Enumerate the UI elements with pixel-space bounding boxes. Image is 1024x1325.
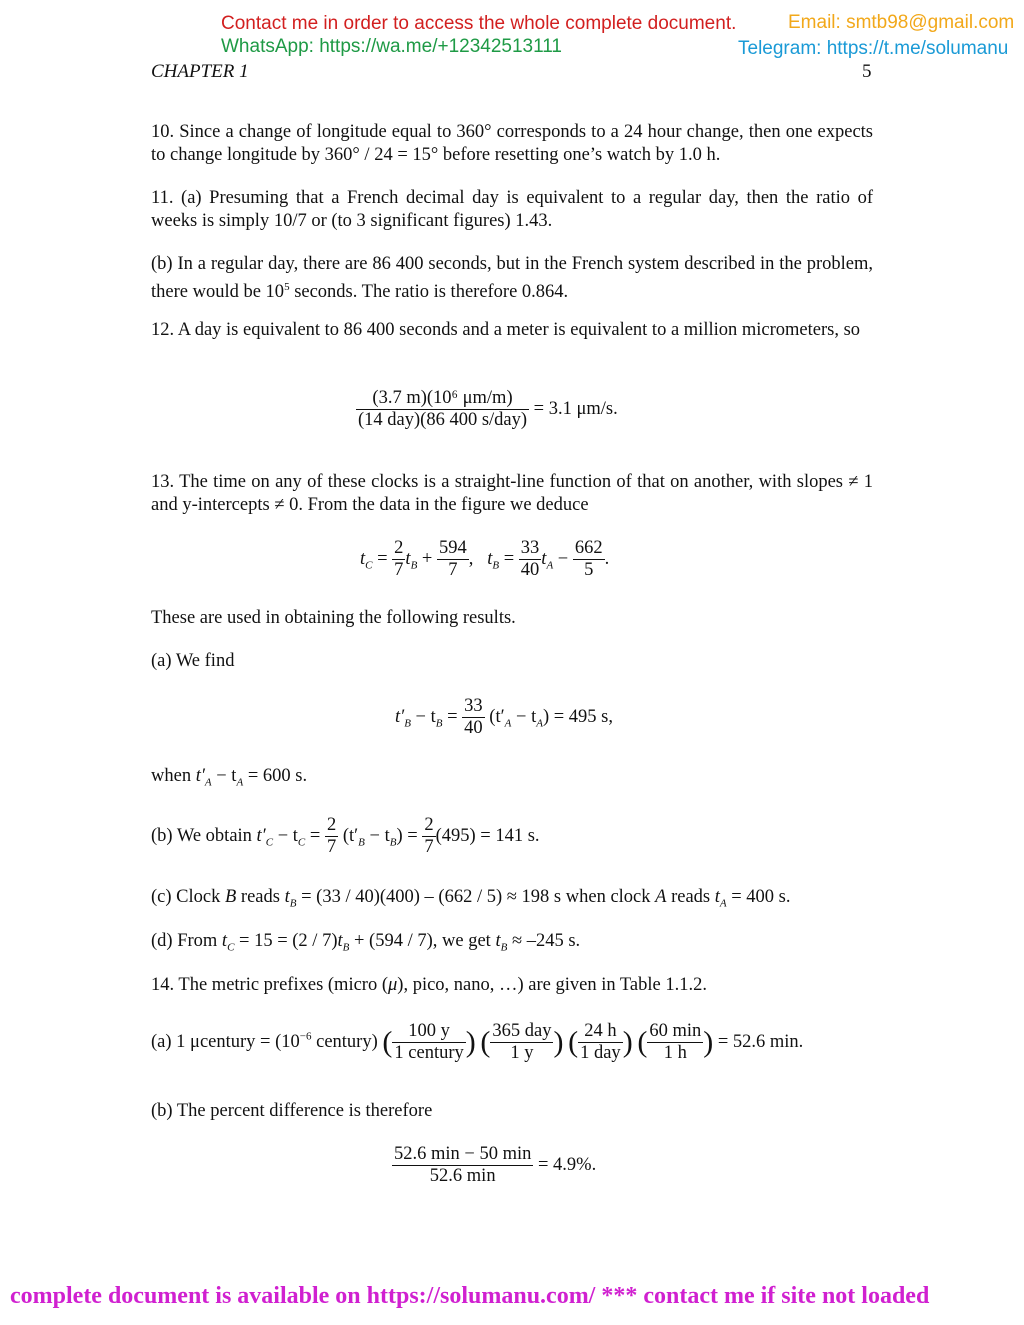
equation-13a: $t'_B - t_B$ = $\frac{33}{40}$ $(t'_A - t_A) = 495$ s, xyxy=(395,696,614,738)
problem-11b: (b) In a regular day, there are 86 400 seconds, but in the French system described in the problem, there would be $10^5$ seconds. The ratio is therefore 0.864. xyxy=(151,254,873,303)
eq12-denominator: (14 day)(86 400 s/day) xyxy=(358,410,528,430)
contact-notice: Contact me in order to access the whole complete document. xyxy=(221,13,737,34)
eq12-result: = 3.1 μm/s. xyxy=(533,398,618,419)
problem-13a-condition: when $t'_A - t_A = 600$ s. xyxy=(151,766,308,789)
problem-13b: (b) We obtain $t'_C - t_C$ = $\frac{2}{7}$ $(t'_B - t_B)$ = $\frac{2}{7}$ (495) = 141 s. xyxy=(151,815,540,857)
equation-13: $t_C$ = $\frac{2}{7}$ $t_B$ + $\frac{594}{7}$ , $t_B$ = $\frac{33}{40}$ $t_A$ − $\frac{662}{5}$ . xyxy=(360,538,610,580)
problem-13: 13. The time on any of these clocks is a straight-line function of that on another, with slopes ≠ 1 and y-intercepts ≠ 0. From the data in the figure we deduce xyxy=(151,472,873,515)
email-link[interactable]: Email: smtb98@gmail.com xyxy=(788,12,1015,33)
equation-14a: (a) 1 μcentury = ($10^{-6}$ century) ( $\frac{100 y}{\text{1 century}}$ ) ( $\frac{\text{365 day}}{1 y}$ ) ( $\frac{24 h}{\text{1 day}}$ ) ( $\frac{60 \min}{1 h}$ ) = 52.6 min. xyxy=(151,1021,804,1063)
whatsapp-link[interactable]: WhatsApp: https://wa.me/+12342513111 xyxy=(221,36,562,57)
problem-13c: (c) Clock B reads $t_B = (33 / 40)(400) - (662 / 5) \approx 198$ s when clock A reads $t_A = 400$ s. xyxy=(151,887,791,910)
problem-13d: (d) From $t_C = 15 = (2 / 7)t_B + (594 / 7)$, we get $t_B \approx -245$ s. xyxy=(151,931,581,954)
problem-13a-label: (a) We find xyxy=(151,651,235,671)
equation-14b: $\frac{52.6 \min - 50 \min}{52.6 \min}$ = 4.9%. xyxy=(394,1144,597,1186)
chapter-heading: CHAPTER 1 xyxy=(151,61,249,82)
problem-12: 12. A day is equivalent to 86 400 seconds and a meter is equivalent to a million micrometers, so xyxy=(151,320,861,340)
problem-10: 10. Since a change of longitude equal to 360° corresponds to a 24 hour change, then one expects to change longitude by 360° / 24 = 15° before resetting one’s watch by 1.0 h. xyxy=(151,122,873,165)
footer-banner[interactable]: complete document is available on https://solumanu.com/ *** contact me if site not loaded xyxy=(10,1283,930,1309)
page-number: 5 xyxy=(862,61,872,82)
problem-13-note: These are used in obtaining the following results. xyxy=(151,608,516,628)
problem-14: 14. The metric prefixes (micro (μ), pico, nano, …) are given in Table 1.1.2. xyxy=(151,975,707,995)
problem-14b: (b) The percent difference is therefore xyxy=(151,1101,433,1121)
problem-11a: 11. (a) Presuming that a French decimal day is equivalent to a regular day, then the ratio of weeks is simply 10/7 or (to 3 significant figures) 1.43. xyxy=(151,188,873,231)
equation-12 xyxy=(356,388,618,431)
telegram-link[interactable]: Telegram: https://t.me/solumanu xyxy=(738,38,1009,59)
eq12-numerator: (3.7 m)(10⁶ μm/m) xyxy=(356,388,529,410)
